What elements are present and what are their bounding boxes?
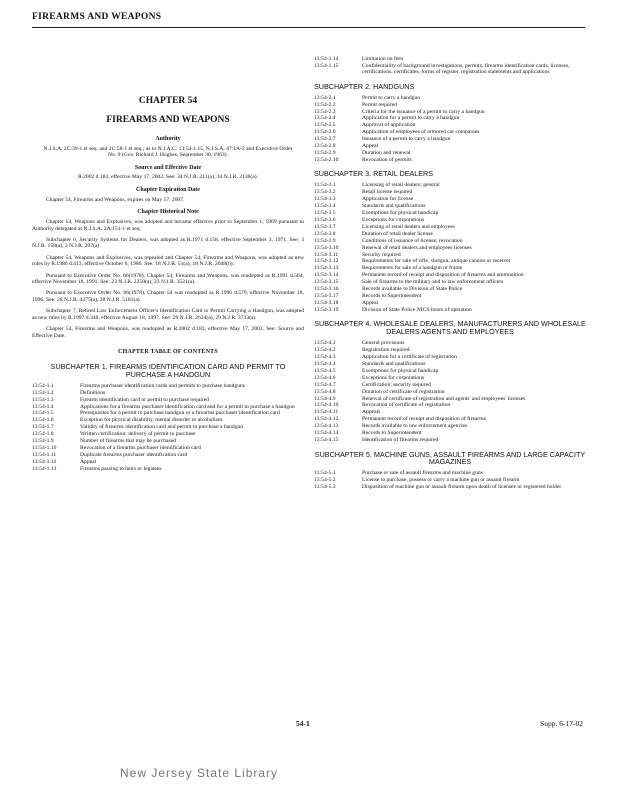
section-number: 13:54-2.5 [314,122,336,129]
subchapter-2-list [314,95,586,164]
section-number: 13:54-3.18 [314,300,339,306]
section-title: Criteria for the issuance of a permit to carry a handgun [362,108,485,115]
section-number: 13:54-4.3 [314,354,336,361]
section-number: 13:54-4.9 [314,395,336,402]
toc-entry [314,143,586,149]
section-title: Limitation on fees [362,56,404,62]
section-title: Appeals [362,409,381,416]
section-title: Registration required [362,347,410,354]
section-number: 13:54-2.4 [314,115,336,122]
section-number: 13:54-4.2 [314,347,336,354]
section-number: 13:54-1.8 [32,431,54,438]
section-title: Requirements for sale of rifle, shotgun, antique cannon or receiver [362,258,511,265]
section-title: Revocation of a firearms purchaser identification card [80,445,201,452]
section-number: 13:54-2.1 [314,94,336,101]
section-title: Application for a certificate of registration [362,354,457,361]
section-title: Standards and qualifications [362,360,426,367]
section-title: Prerequisites for a permit to purchase handgun or a firearms purchaser identification card [80,410,280,417]
left-column [32,56,304,473]
section-title: Retail license required [362,189,413,196]
section-title: Renewal of certificate of registration and agents' and employees' licenses [362,395,526,402]
toc-entry [314,368,586,374]
toc-entry [314,402,586,408]
section-title: Appeal [362,300,379,306]
section-number: 13:54-1.15 [314,62,339,69]
toc-entry [314,272,586,278]
section-title: Application for license [362,196,414,203]
toc-entry [32,445,304,451]
expiration-heading: Chapter Expiration Date [136,186,200,193]
section-number: 13:54-2.10 [314,156,339,163]
toc-entry [32,383,304,389]
section-title: Security required [362,251,401,258]
section-title: General provisions [362,340,405,347]
section-title: Application for a permit to carry a handgun [362,115,460,122]
section-number: 13:54-2.3 [314,108,336,115]
section-title: Duration of certificate of registration [362,388,445,395]
toc-entry [314,231,586,237]
subchapter-5-list [314,470,586,490]
section-title: Number of firearms that may be purchased [80,438,176,445]
section-title: Division of State Police NICS hours of operation [362,306,472,313]
toc-heading: CHAPTER TABLE OF CONTENTS [118,349,218,355]
toc-entry [32,431,304,437]
section-title: Exception for physical disability, mental disorder or alcoholism [80,417,223,424]
history-heading: Chapter Historical Note [137,209,199,216]
section-number: 13:54-3.16 [314,286,339,293]
toc-entry [314,265,586,271]
subchapter-1-continued-list [314,56,586,76]
section-title: Definitions [80,389,106,396]
section-title: Appeal [362,143,379,150]
toc-entry [314,307,586,313]
section-title: Revocation of certificate of registration [362,402,451,409]
section-number: 13:54-4.1 [314,340,336,347]
section-number: 13:54-3.7 [314,223,336,230]
section-title: Applications for a firearms purchaser identification card and for a permit to purchase a handgun [80,403,295,410]
toc-entry [314,238,586,244]
section-number: 13:54-4.8 [314,388,336,395]
toc-entry [314,157,586,163]
toc-entry [32,424,304,430]
section-number: 13:54-3.5 [314,210,336,217]
section-title: Purchase or sale of assault firearms and machine guns [362,470,483,477]
section-number: 13:54-1.2 [32,389,54,396]
section-number: 13:54-1.5 [32,410,54,417]
library-watermark: New Jersey State Library [120,766,279,780]
subchapter-4-heading: SUBCHAPTER 4. WHOLESALE DEALERS, MANUFACTURERS AND WHOLESALE DEALERS AGENTS AND EMPLOYEES [314,319,586,337]
toc-entry [32,417,304,423]
section-title: Firearms purchaser identification cards and permits to purchase handguns [80,382,245,389]
section-number: 13:54-4.11 [314,409,339,416]
section-title: Firearms passing to heirs or legatees [80,465,162,472]
section-number: 13:54-3.9 [314,237,336,244]
section-number: 13:54-1.6 [32,417,54,424]
section-title: Duplicate firearms purchaser identification card [80,451,188,458]
section-number: 13:54-3.14 [314,272,339,279]
section-title: Records to Superintendent [362,430,422,437]
subchapter-1-list [32,383,304,472]
toc-entry [314,56,586,62]
toc-entry [314,210,586,216]
section-number: 13:54-1.11 [32,451,57,458]
section-title: Records available to Division of State Police [362,286,463,293]
toc-entry [32,404,304,410]
section-title: Certification; security required [362,381,431,388]
history-note-paragraph: Pursuant to Executive Order No. 66(1978), Chapter 54, Firearms and Weapons, was readopted as R.1991 d.564, effective November 18, 1991. See: 23 N.J.R. 2250(a), 23 N.J.R. 3521(a). [32,272,304,286]
toc-entry [314,423,586,429]
section-title: Licensing of retail dealers; general [362,182,440,189]
toc-entry [314,252,586,258]
toc-entry [32,466,304,472]
toc-entry [314,258,586,264]
history-notes [32,219,304,339]
section-title: License to purchase, possess or carry a machine gun or assault firearm [362,477,520,484]
subchapter-3-heading: SUBCHAPTER 3. RETAIL DEALERS [314,169,434,179]
section-number: 13:54-2.6 [314,129,336,136]
section-title: Conditions of issuance of license; revocation [362,237,463,244]
section-number: 13:54-4.10 [314,402,339,409]
toc-entry [314,189,586,195]
section-title: Revocation of permits [362,156,412,163]
section-number: 13:54-1.7 [32,424,54,431]
section-title: Permanent record of receipt and disposition of firearms [362,416,486,423]
section-title: Written certification; delivery of permit to purchase [80,431,196,438]
toc-entry [314,477,586,483]
section-number: 13:54-4.6 [314,374,336,381]
toc-entry [314,430,586,436]
section-title: Identification of firearms required [362,437,439,444]
section-number: 13:54-4.15 [314,437,339,444]
section-title: Requirements for sale of a handgun or frame [362,265,463,272]
section-title: Exceptions for corporations [362,374,425,381]
toc-entry [314,375,586,381]
toc-entry [314,279,586,285]
page-number: 54-1 [296,719,310,728]
toc-entry [314,115,586,121]
section-number: 13:54-3.10 [314,244,339,251]
section-number: 13:54-4.14 [314,430,339,437]
section-title: Issuance of a permit to carry a handgun [362,136,451,143]
toc-entry [314,347,586,353]
section-number: 13:54-3.8 [314,230,336,237]
section-number: 13:54-3.3 [314,196,336,203]
section-title: Exceptions for corporations [362,216,425,223]
section-number: 13:54-3.12 [314,258,339,265]
authority-heading: Authority [155,135,181,142]
section-number: 13:54-1.12 [32,458,57,465]
section-number: 13:54-4.12 [314,416,339,423]
toc-entry [314,95,586,101]
section-number: 13:54-2.7 [314,136,336,143]
section-title: Permit required [362,101,397,108]
expiration-text: Chapter 54, Firearms and Weapons, expires on May 17, 2007. [46,196,185,203]
section-title: Exemptions for physical handicap [362,367,439,374]
section-number: 13:54-3.11 [314,251,339,258]
toc-entry [314,63,586,76]
toc-entry [314,293,586,299]
toc-entry [32,438,304,444]
section-number: 13:54-2.9 [314,150,336,157]
section-number: 13:54-1.1 [32,382,54,389]
history-note-paragraph: Chapter 54, Weapons and Explosives, was repealed and Chapter 54, Firearms and Weapons, was adopted as new rules by R.1986 d.413, effective October 6, 1986. See: 18 N.J.R. 51(a), 18 N.J.R. 2048(b). [32,254,304,268]
section-title: Licensing of retail dealers and employees [362,223,456,230]
toc-entry [314,382,586,388]
section-title: Application of employees of armored car companies [362,129,480,136]
toc-entry [314,437,586,443]
toc-entry [314,102,586,108]
right-column [314,56,586,491]
toc-entry [314,354,586,360]
section-title: Approval of application [362,122,416,129]
source-text: R.2002 d.183, effective May 17, 2002. See: 34 N.J.R. 211(a), 34 N.J.R. 2136(a). [77,174,259,181]
section-number: 13:54-1.13 [32,465,57,472]
section-title: Renewal of retail dealers and employees licenses [362,244,472,251]
toc-entry [32,397,304,403]
section-number: 13:54-1.3 [32,396,54,403]
section-number: 13:54-4.7 [314,381,336,388]
toc-entry [32,390,304,396]
toc-entry [314,245,586,251]
section-number: 13:54-4.4 [314,360,336,367]
toc-entry [314,224,586,230]
history-note-paragraph: Chapter 54, Firearms and Weapons, was readopted as R.2002 d.183, effective May 17, 2002. See: Source and Effective Date. [32,326,304,339]
section-title: Validity of firearms identification card and permit to purchase a handgun [80,424,244,431]
section-number: 13:54-5.2 [314,477,336,484]
chapter-number: CHAPTER 54 [138,96,198,106]
section-title: Disposition of machine gun or assault firearm upon death of licensee or registered holder [362,484,562,491]
section-title: Permanent record of receipt and disposition of firearms and ammunition [362,272,524,279]
section-number: 13:54-4.13 [314,423,339,430]
section-number: 13:54-3.19 [314,306,339,313]
section-title: Firearm identification card or permit to purchase required [80,396,210,403]
section-title: Exemptions for physical handicap [362,210,439,217]
section-number: 13:54-1.10 [32,445,57,452]
subchapter-5-heading: SUBCHAPTER 5. MACHINE GUNS, ASSAULT FIREARMS AND LARGE CAPACITY MAGAZINES [314,449,586,467]
toc-entry [314,396,586,402]
toc-entry [314,340,586,346]
section-number: 13:54-3.4 [314,203,336,210]
section-number: 13:54-3.15 [314,279,339,286]
header-rule [32,27,585,28]
section-number: 13:54-3.17 [314,293,339,300]
section-title: Permit to carry a handgun [362,94,421,101]
subchapter-4-list [314,340,586,443]
section-number: 13:54-1.9 [32,438,54,445]
section-number: 13:54-5.3 [314,484,336,491]
section-title: Confidentiality of background investigations, permits, firearms identification cards, licenses, certifications, certificates, forms of register, registration statements and applications [362,62,570,76]
subchapter-3-list [314,182,586,313]
toc-entry [32,410,304,416]
section-title: Records available to law enforcement agencies [362,423,468,430]
section-title: Duration of retail dealer license [362,230,433,237]
chapter-title: FIREARMS AND WEAPONS [106,114,230,125]
toc-entry [314,409,586,415]
toc-entry [314,217,586,223]
supplement-date: Supp. 6-17-02 [540,719,583,728]
toc-entry [314,129,586,135]
authority-text: N.J.S.A. 2C:39-1 et seq. and 2C:58-1 et seq.; as to N.J.A.C. 13:54-1.15, N.J.S.A. 47:1A-2 and Executive Order No. 9 (Gov. Richard J. Hughes, September 30, 1963). [43,145,293,159]
section-number: 13:54-3.6 [314,216,336,223]
toc-entry [314,470,586,476]
section-number: 13:54-1.4 [32,403,54,410]
toc-entry [32,452,304,458]
section-title: Records to Superintendent [362,293,422,300]
toc-entry [314,182,586,188]
history-note-paragraph: Subchapter 6, Security Systems for Dealers, was adopted as R.1971 d.158, effective September 3, 1971. See: 3 N.J.R. 158(a), 3 N.J.R. 207(a). [32,236,304,250]
toc-entry [32,459,304,465]
source-heading: Source and Effective Date [134,164,202,171]
toc-entry [314,300,586,306]
section-number: 13:54-3.1 [314,182,336,189]
history-note-paragraph: Chapter 54, Weapons and Explosives, was adopted and became effective prior to September 1, 1969 pursuant to Authority delegated at N.J.S.A. 2A:151-1 et seq. [32,219,304,232]
section-number: 13:54-3.2 [314,189,336,196]
toc-entry [314,109,586,115]
subchapter-2-heading: SUBCHAPTER 2. HANDGUNS [314,81,415,91]
section-number: 13:54-2.8 [314,143,336,150]
toc-entry [314,484,586,490]
history-note-paragraph: Subchapter 7, Retired Law Enforcement Officer's Identification Card to Permit Carrying a Handgun, was adopted as new rules by R.1997 d.348, effective August 18, 1997. See: 29 N.J.R. 2624(a), 29 N.J.R. 3733(a). [32,308,304,321]
subchapter-1-heading: SUBCHAPTER 1. FIREARMS IDENTIFICATION CARD AND PERMIT TO PURCHASE A HANDGUN [50,361,286,379]
toc-entry [314,150,586,156]
toc-entry [314,361,586,367]
section-title: Sale of firearms to the military and to law enforcement officers [362,279,504,286]
toc-entry [314,416,586,422]
toc-entry [314,136,586,142]
section-number: 13:54-2.2 [314,101,336,108]
section-title: Standards and qualifications [362,203,426,210]
toc-entry [314,122,586,128]
section-title: Appeal [80,458,97,465]
section-number: 13:54-3.13 [314,265,339,272]
section-title: Duration and renewal [362,150,411,157]
toc-entry [314,389,586,395]
toc-entry [314,196,586,202]
toc-entry [314,203,586,209]
history-note-paragraph: Pursuant to Executive Order No. 66(1978), Chapter 54 was readopted as R.1996 d.579, effective November 18, 1996. See: 28 N.J.R. 4375(a), 28 N.J.R. 5181(a). [32,290,304,303]
running-head: FIREARMS AND WEAPONS [32,12,162,22]
section-number: 13:54-4.5 [314,367,336,374]
toc-entry [314,286,586,292]
section-number: 13:54-1.14 [314,56,339,62]
section-number: 13:54-5.1 [314,470,336,477]
